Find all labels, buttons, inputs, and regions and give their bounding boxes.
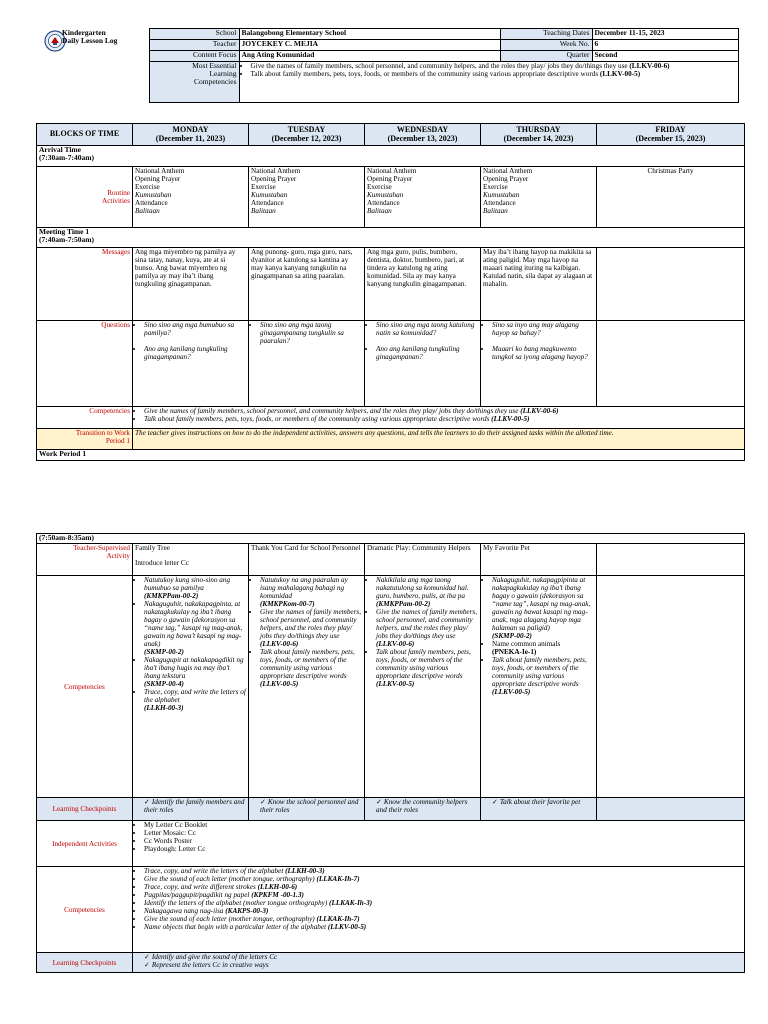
day-header-tuesday: TUESDAY (December 12, 2023) — [249, 124, 365, 146]
routine-item: Balitaan — [135, 207, 160, 215]
questions-thu — [481, 321, 597, 407]
ia-competency-item: • Pagpilas/paggupit/pagdikit ng papel (KPKFM -00-1.3) — [144, 891, 742, 899]
day-header-wednesday: WEDNESDAY (December 13, 2023) — [365, 124, 481, 146]
messages-label: Messages — [37, 248, 133, 321]
mt-competencies — [133, 407, 745, 429]
focus-value: Ang Ating Komunidad — [239, 51, 500, 62]
arrival-time-row: Arrival Time (7:30am-7:40am) — [37, 146, 745, 167]
meeting-time-row: Meeting Time 1 (7:40am-7:50am) — [37, 228, 745, 248]
routine-item: Kumustahan — [367, 191, 404, 199]
questions-label: Questions — [37, 321, 133, 407]
lesson-log-header — [36, 28, 739, 103]
question-item: • Sino sino ang mga taong ginagampanang tungkulin sa paaralan? — [260, 321, 362, 345]
routine-item: Attendance — [483, 199, 516, 207]
mt-competency-2: • Talk about family members, pets, toys, foods, or members of the community using various appropriate descriptive words (LLKV-00-5) — [144, 415, 742, 423]
question-item: • Sino sino ang mga taong katulong natin sa komunidad? — [376, 321, 478, 337]
week-label: Week No. — [500, 40, 592, 51]
day-header-monday: MONDAY (December 11, 2023) — [133, 124, 249, 146]
melc-label: Most Essential Learning Competencies — [149, 62, 239, 103]
competency-item: • Trace, copy, and write the letters of the alphabet (LLKH-00-3) — [144, 688, 246, 712]
wp-competencies-wed — [365, 576, 481, 798]
checkpoint-wed: ✓ Know the community helpers and their roles — [365, 798, 481, 821]
routine-item: Attendance — [251, 199, 284, 207]
transition-text: The teacher gives instructions on how to do the independent activities, answers any questions, and tells the learners to do their assigned tasks within the allotted time. — [133, 429, 745, 450]
wp-competencies-tue — [249, 576, 365, 798]
routine-item: National Anthem — [135, 167, 185, 175]
quarter-label: Quarter — [500, 51, 592, 62]
daily-schedule-table — [36, 123, 745, 461]
question-item: • Ano ang kanilang tungkuling ginagampanan? — [376, 345, 478, 361]
ia-checkpoint-item: ✓ Identify and give the sound of the letters Cc — [144, 953, 742, 961]
ia-competency-item: • Give the sound of each letter (mother tongue, orthography) (LLKAK-Ih-7) — [144, 915, 742, 923]
ia-competency-item: • Nakagagawa nang nag-iisa (KAKPS-00-3) — [144, 907, 742, 915]
ia-competency-item: • Give the sound of each letter (mother tongue, orthography) (LLKAK-Ih-7) — [144, 875, 742, 883]
routine-item: Opening Prayer — [367, 175, 413, 183]
competency-item: • Nakikilala ang mga taong nakatutulong sa komunidad hal. guro, bumbero, pulis, at iba pa (KMKPPam-00-2) — [376, 576, 478, 608]
ia-competency-item: • Trace, copy, and write the letters of the alphabet (LLKH-00-3) — [144, 867, 742, 875]
routine-item: Kumustahan — [135, 191, 172, 199]
ia-checkpoints — [133, 953, 745, 973]
ia-competency-item: • Trace, copy, and write different strokes (LLKH-00-6) — [144, 883, 742, 891]
message-mon: Ang mga miyembro ng pamilya ay sina tatay, nanay, kuya, ate at si bunso. Ang bawat miyembro ng pamilya ay may iba’t ibang tungkuling ginagampanan. — [133, 248, 249, 321]
mt-competency-1: • Give the names of family members, school personnel, and community helpers, and the roles they play/ jobs they do/things they use (LLKV-00-6) — [144, 407, 742, 415]
independent-label: Independent Activities — [37, 821, 133, 867]
routine-label: Routine Activities — [37, 167, 133, 228]
routine-mon — [133, 167, 249, 228]
questions-wed — [365, 321, 481, 407]
school-label: School — [149, 29, 239, 40]
checkpoint-mon: ✓ Identify the family members and their roles — [133, 798, 249, 821]
question-item: • Maaari ko bang magkuwento tungkol sa iyong alagang hayop? — [492, 345, 594, 361]
competency-item: • Talk about family members, pets, toys, foods, or members of the community using various appropriate descriptive words (LLKV-00-5) — [260, 648, 362, 688]
wp-competencies-fri — [597, 576, 745, 798]
tsa-fri — [597, 544, 745, 576]
ia-competencies-label: Competencies — [37, 867, 133, 953]
blocks-of-time-header: BLOCKS OF TIME — [37, 124, 133, 146]
questions-tue — [249, 321, 365, 407]
melc-list — [239, 62, 738, 103]
doc-title-line2: Daily Lesson Log — [62, 35, 118, 45]
checkpoint-fri — [597, 798, 745, 821]
quarter-value: Second — [592, 51, 738, 62]
tsa-wed: Dramatic Play: Community Helpers — [365, 544, 481, 576]
routine-item: Attendance — [135, 199, 168, 207]
day-header-thursday: THURSDAY (December 14, 2023) — [481, 124, 597, 146]
dates-label: Teaching Dates — [500, 29, 592, 40]
school-value: Balangobong Elementary School — [239, 29, 500, 40]
teacher-label: Teacher — [149, 40, 239, 51]
work-period-time-row: (7:50am-8:35am) — [37, 534, 745, 544]
independent-activity-item: • Playdough: Letter Cc — [144, 845, 742, 853]
routine-item: Exercise — [367, 183, 392, 191]
week-value: 6 — [592, 40, 738, 51]
checkpoint-tue: ✓ Know the school personnel and their roles — [249, 798, 365, 821]
dates-value: December 11-15, 2023 — [592, 29, 738, 40]
routine-tue — [249, 167, 365, 228]
routine-item: Exercise — [483, 183, 508, 191]
competency-item: • Talk about family members, pets, toys, foods, or members of the community using various appropriate descriptive words (LLKV-00-5) — [492, 656, 594, 696]
routine-item: National Anthem — [483, 167, 533, 175]
focus-label: Content Focus — [149, 51, 239, 62]
question-item: • Sino sa inyo ang may alagang hayop sa bahay? — [492, 321, 594, 337]
ia-competency-item: • Name objects that begin with a particular letter of the alphabet (LLKV-00-5) — [144, 923, 742, 931]
tsa-label: Teacher-Supervised Activity — [37, 544, 133, 576]
competency-item: • Nakagugupit at nakakapagdikit ng iba’t ibang hugis na may iba’t ibang tekstura (SKMP-00-4) — [144, 656, 246, 688]
independent-activity-item: • Cc Words Poster — [144, 837, 742, 845]
competency-item: • Give the names of family members, school personnel, and community helpers, and the roles they play/ jobs they do/things they use (LLKV-00-6) — [376, 608, 478, 648]
question-item: • Ano ang kanilang tungkuling ginagampanan? — [144, 345, 246, 361]
question-item: • Sino sino ang mga bumubuo sa pamilya? — [144, 321, 246, 337]
questions-fri — [597, 321, 745, 407]
independent-activities — [133, 821, 745, 867]
questions-mon — [133, 321, 249, 407]
routine-wed — [365, 167, 481, 228]
mt-competencies-label: Competencies — [37, 407, 133, 429]
checkpoint-thu: ✓ Talk about their favorite pet — [481, 798, 597, 821]
independent-activity-item: • Letter Mosaic: Cc — [144, 829, 742, 837]
independent-activity-item: • My Letter Cc Booklet — [144, 821, 742, 829]
tsa-tue: Thank You Card for School Personnel — [249, 544, 365, 576]
wp-competencies-thu — [481, 576, 597, 798]
message-thu: May iba’t ibang hayop na makikita sa ating paligid. May mga hayop na maaari nating ituring na kaibigan. Katulad natin, sila dapat ay alagaan at mahalin. — [481, 248, 597, 321]
routine-item: Opening Prayer — [135, 175, 181, 183]
routine-item: Balitaan — [367, 207, 392, 215]
routine-item: Exercise — [135, 183, 160, 191]
ia-checkpoint-item: ✓ Represent the letters Cc in creative ways — [144, 961, 742, 969]
message-wed: Ang mga guro, pulis, bumbero, dentista, doktor, bumbero, pari, at tindera ay katulong ng ating komunidad. Sila ay may kanya kanyang tungkulin ginagampanan. — [365, 248, 481, 321]
message-fri — [597, 248, 745, 321]
competency-item: • Nakaguguhit, nakapagpipinta at nakapagkukulay ng iba’t ibang bagay o gawain (dekorasyon sa “name tag”, kasapi ng mag-anak, gawain ng bawat kasapi ng mag-anak, mga alagang hayop mga halaman sa paligid) (SKMP-00-2) — [492, 576, 594, 640]
routine-item: Balitaan — [251, 207, 276, 215]
competency-item: • Nakaguguhit, nakakapagpinta, at nakatagkukulay ng iba’t ibang bagay o gawain (dekorasyon sa “name tag,” kasapi ng mag-anak, gawain ng bawa’t kasapi ng mag-anak) (SKMP-00-2) — [144, 600, 246, 656]
day-header-friday: FRIDAY (December 15, 2023) — [597, 124, 745, 146]
routine-thu — [481, 167, 597, 228]
routine-item: Opening Prayer — [251, 175, 297, 183]
transition-label: Transition to Work Period 1 — [37, 429, 133, 450]
tsa-thu: My Favorite Pet — [481, 544, 597, 576]
routine-item: Attendance — [367, 199, 400, 207]
tsa-mon: Family Tree Introduce letter Cc — [133, 544, 249, 576]
wp-competencies-mon — [133, 576, 249, 798]
routine-item: Opening Prayer — [483, 175, 529, 183]
competency-item: • Give the names of family members, school personnel, and community helpers, and the roles they play/ jobs they do/things they use (LLKV-00-6) — [260, 608, 362, 648]
checkpoints-label: Learning Checkpoints — [37, 798, 133, 821]
work-period-table — [36, 533, 745, 973]
routine-item: Balitaan — [483, 207, 508, 215]
competency-item: • Name common animals (PNEKA-Ie-1) — [492, 640, 594, 656]
routine-item: National Anthem — [251, 167, 301, 175]
wp-competencies-label: Competencies — [37, 576, 133, 798]
routine-item: Kumustahan — [251, 191, 288, 199]
competency-item: • Natutukoy na ang paaralan ay isang mahalagang bahagi ng komunidad (KMKPKom-00-7) — [260, 576, 362, 608]
routine-fri: Christmas Party — [597, 167, 745, 228]
melc-item-2: • Talk about family members, pets, toys, foods, or members of the community using various appropriate descriptive words (LLKV-00-5) — [251, 70, 736, 78]
ia-competencies — [133, 867, 745, 953]
work-period-row: Work Period 1 — [37, 450, 745, 461]
melc-item-1: • Give the names of family members, school personnel, and community helpers, and the roles they play/ jobs they do/things they use (LLKV-00-6) — [251, 62, 736, 70]
doc-title-line1: Kindergarten — [62, 28, 106, 37]
routine-item: National Anthem — [367, 167, 417, 175]
ia-competency-item: • Identify the letters of the alphabet (mother tongue orthography) (LLKAK-Ih-3) — [144, 899, 742, 907]
teacher-value: JOYCEKEY C. MEJIA — [239, 40, 500, 51]
competency-item: • Talk about family members, pets, toys, foods, or members of the community using various appropriate descriptive words (LLKV-00-5) — [376, 648, 478, 688]
message-tue: Ang punong- guro, mga guro, nars, dyanitor at katulong sa kantina ay may kanya kanyang tungkulin na ginagampanan sa ating paaralan. — [249, 248, 365, 321]
competency-item: • Natutukoy kung sino-sino ang bumubuo sa pamilya (KMKPPam-00-2) — [144, 576, 246, 600]
routine-item: Kumustahan — [483, 191, 520, 199]
routine-item: Exercise — [251, 183, 276, 191]
ia-checkpoints-label: Learning Checkpoints — [37, 953, 133, 973]
